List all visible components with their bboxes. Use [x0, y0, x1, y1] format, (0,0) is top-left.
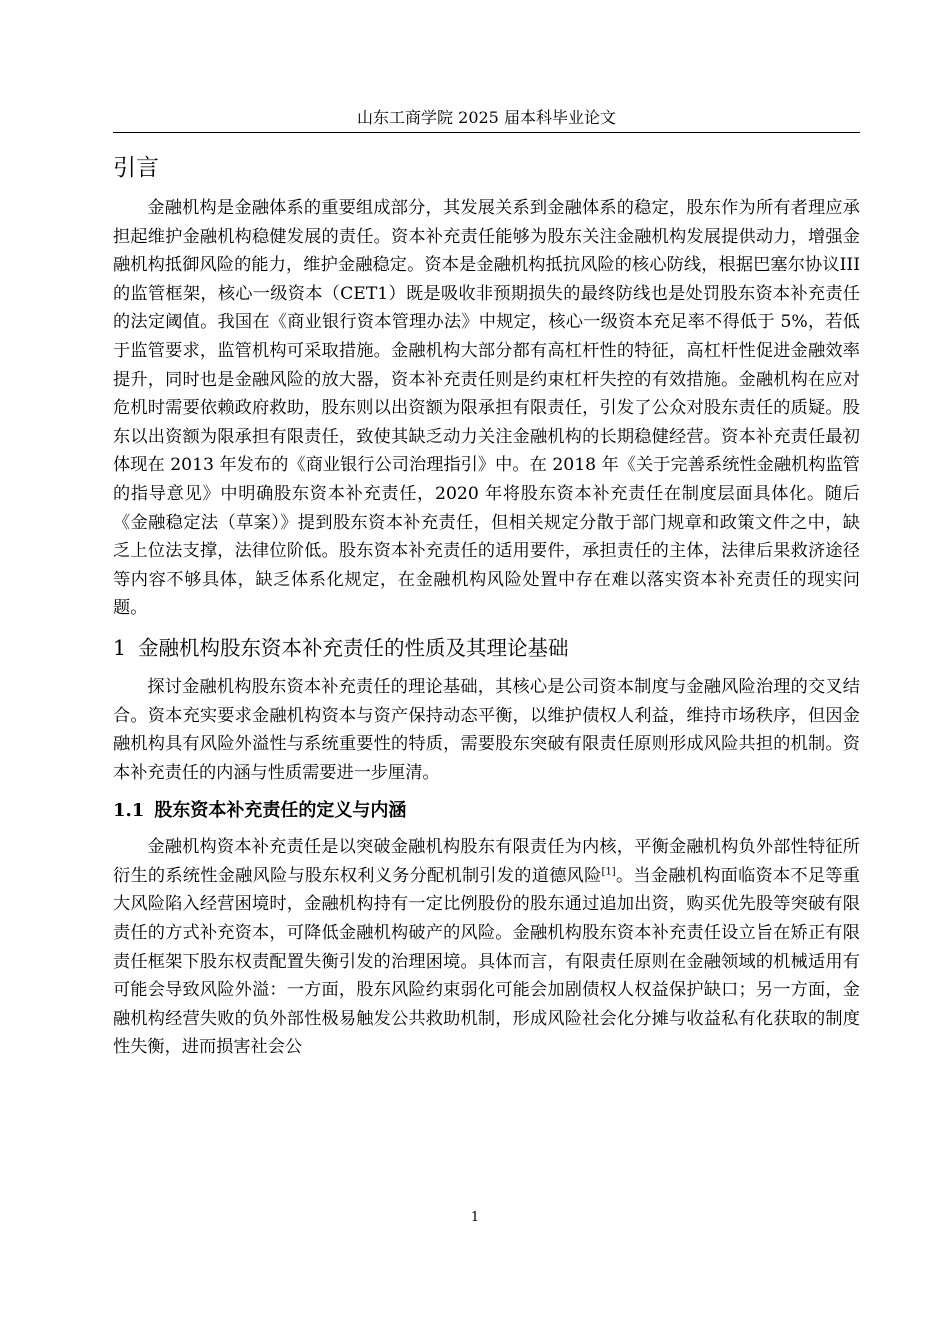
section-1-1-heading	[113, 797, 860, 825]
intro-paragraph: 金融机构是金融体系的重要组成部分，其发展关系到金融体系的稳定，股东作为所有者理应承担起维护金融机构稳健发展的责任。资本补充责任能够为股东关注金融机构发展提供动力，增强金融机构抵御风险的能力，维护金融稳定。资本是金融机构抵抗风险的核心防线，根据巴塞尔协议III的监管框架，核心一级资本（CET1）既是吸收非预期损失的最终防线也是处罚股东资本补充责任的法定阈值。我国在《商业银行资本管理办法》中规定，核心一级资本充足率不得低于 5%，若低于监管要求，监管机构可采取措施。金融机构大部分都有高杠杆性的特征，高杠杆性促进金融效率提升，同时也是金融风险的放大器，资本补充责任则是约束杠杆失控的有效措施。金融机构在应对危机时需要依赖政府救助，股东则以出资额为限承担有限责任，引发了公众对股东责任的质疑。股东以出资额为限承担有限责任，致使其缺乏动力关注金融机构的长期稳健经营。资本补充责任最初体现在 2013 年发布的《商业银行公司治理指引》中。在 2018 年《关于完善系统性金融机构监管的指导意见》中明确股东资本补充责任，2020 年将股东资本补充责任在制度层面具体化。随后《金融稳定法（草案）》提到股东资本补充责任，但相关规定分散于部门规章和政策文件之中，缺乏上位法支撑，法律位阶低。股东资本补充责任的适用要件，承担责任的主体，法律后果救济途径等内容不够具体，缺乏体系化规定，在金融机构风险处置中存在难以落实资本补充责任的现实问题。	[113, 198, 860, 619]
page-content	[113, 152, 860, 1062]
section-1-1-paragraph	[113, 833, 860, 1062]
page-number: 1	[470, 1210, 480, 1225]
section-1-number: 1	[113, 635, 127, 660]
citation-reference[interactable]: [1]	[601, 866, 616, 878]
section-1-1-text-part2: 。当金融机构面临资本不足等重大风险陷入经营困境时，金融机构持有一定比例股份的股东通过追加出资，购买优先股等突破有限责任的方式补充资本，可降低金融机构破产的风险。金融机构股东资本补充责任设立旨在矫正有限责任框架下股东权责配置失衡引发的治理困境。具体而言，有限责任原则在金融领域的机械适用有可能会导致风险外溢：一方面，股东风险约束弱化可能会加剧债权人权益保护缺口；另一方面，金融机构经营失败的负外部性极易触发公共救助机制，形成风险社会化分摊与收益私有化获取的制度性失衡，进而损害社会公	[113, 865, 860, 1058]
section-1-1-number: 1.1	[113, 800, 145, 822]
section-1-heading	[113, 633, 860, 663]
section-1-paragraph: 探讨金融机构股东资本补充责任的理论基础，其核心是公司资本制度与金融风险治理的交叉结合。资本充实要求金融机构资本与资产保持动态平衡，以维护债权人利益，维持市场秩序，但因金融机构具有风险外溢性与系统重要性的特质，需要股东突破有限责任原则形成风险共担的机制。资本补充责任的内涵与性质需要进一步厘清。	[113, 676, 860, 783]
section-1-1-title: 股东资本补充责任的定义与内涵	[154, 800, 407, 822]
section-1-title: 金融机构股东资本补充责任的性质及其理论基础	[138, 635, 569, 660]
intro-heading: 引言	[113, 155, 159, 181]
running-header: 山东工商学院 2025 届本科毕业论文	[357, 108, 616, 127]
header-rule	[113, 132, 860, 133]
section-1-1-text-part1: 金融机构资本补充责任是以突破金融机构股东有限责任为内核，平衡金融机构负外部性特征所衍生的系统性金融风险与股东权利义务分配机制引发的道德风险	[113, 837, 860, 886]
